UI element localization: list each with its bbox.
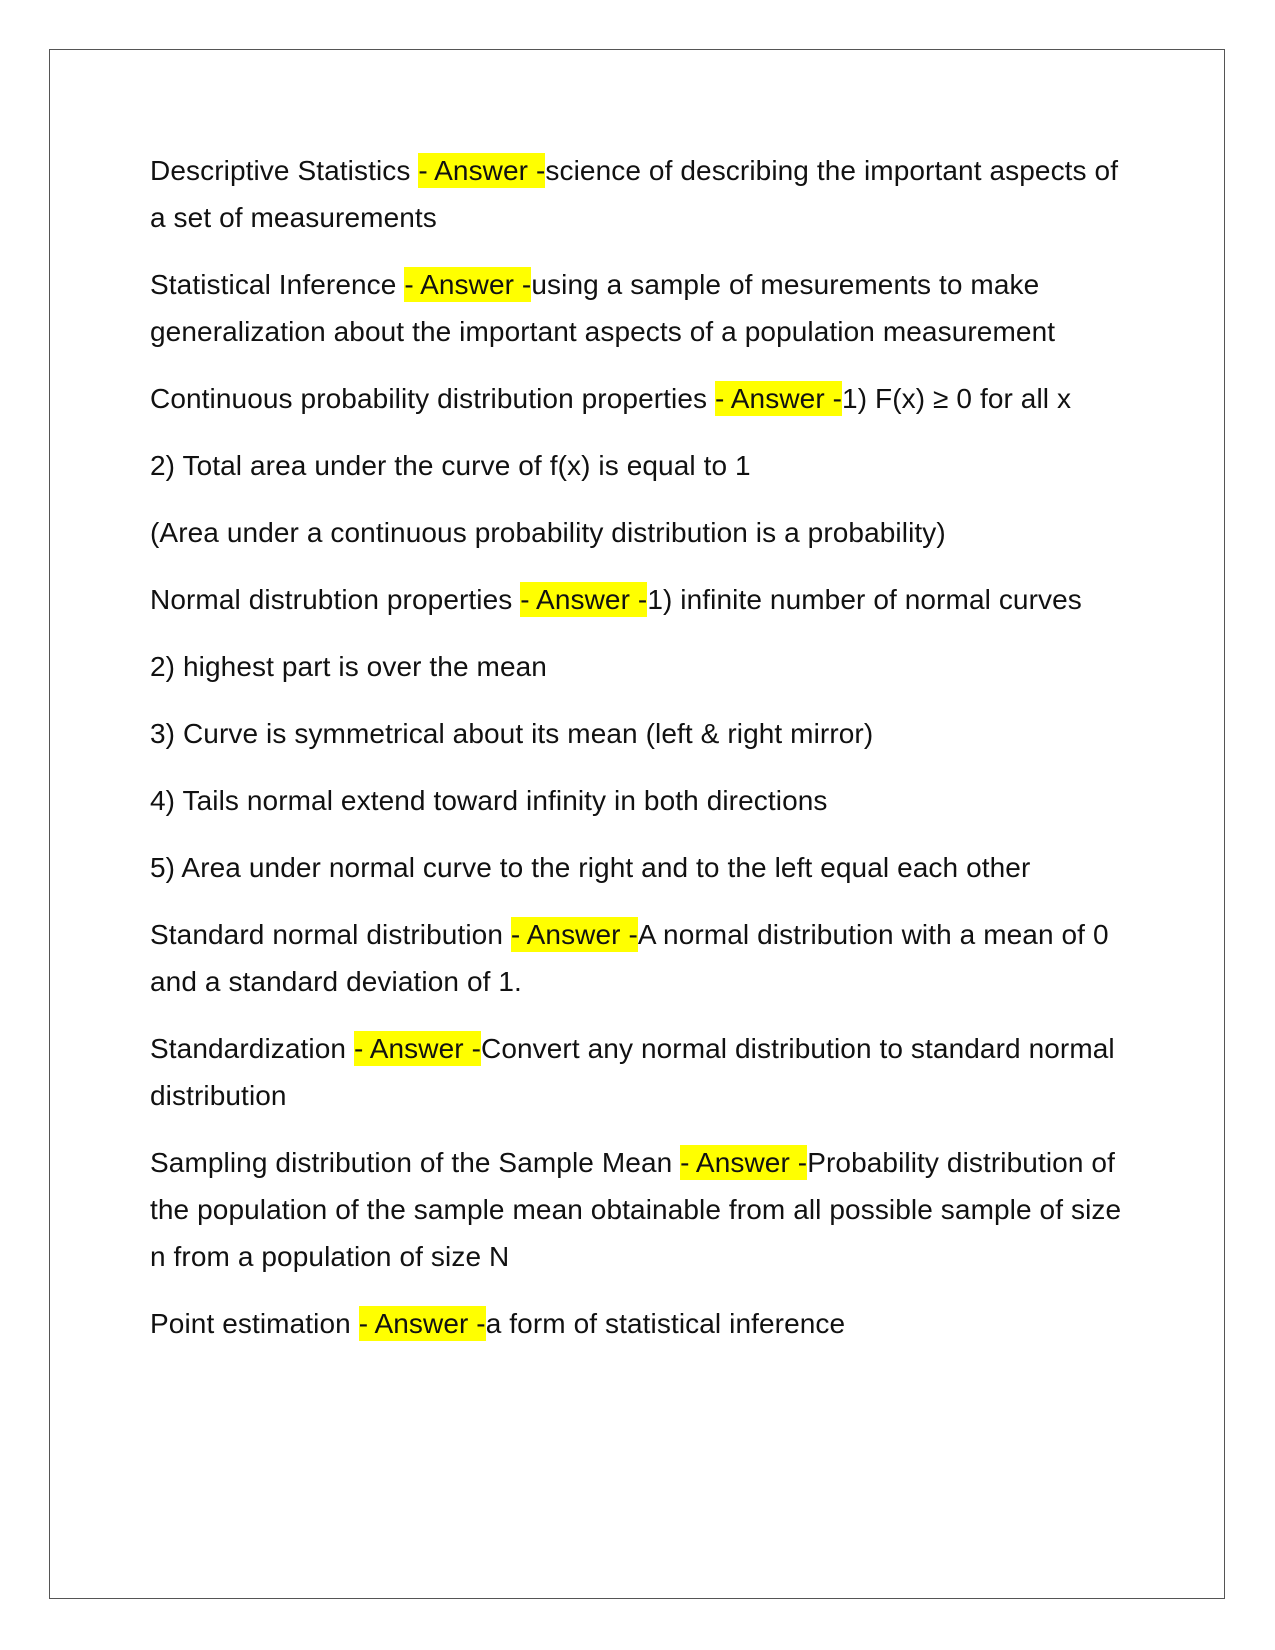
- term: Normal distrubtion properties: [150, 584, 521, 615]
- term: Standard normal distribution: [150, 919, 511, 950]
- paragraph-standard-normal: [150, 911, 1130, 1005]
- paragraph-property-item: [150, 710, 1130, 757]
- definition: Convert any normal distribution to standard normal distribution: [150, 1033, 1115, 1111]
- term: Statistical Inference: [150, 269, 405, 300]
- definition: 1) infinite number of normal curves: [647, 584, 1082, 615]
- paragraph-sampling-distribution: [150, 1139, 1130, 1280]
- paragraph-property-item: [150, 643, 1130, 690]
- answer-marker: - Answer -: [353, 1033, 481, 1064]
- definition: a form of statistical inference: [485, 1308, 846, 1339]
- definition: science of describing the important aspects of a set of measurements: [150, 155, 1119, 233]
- paragraph-standardization: [150, 1025, 1130, 1119]
- paragraph-property-item: [150, 844, 1130, 891]
- document-body: [150, 147, 1130, 1367]
- definition: Probability distribution of the population of the sample mean obtainable from all possible sample of size n from a population of size N: [150, 1147, 1122, 1272]
- answer-marker: - Answer -: [404, 269, 532, 300]
- term: Descriptive Statistics: [150, 155, 419, 186]
- definition: 2) highest part is over the mean: [150, 651, 547, 682]
- answer-marker: - Answer -: [418, 155, 546, 186]
- paragraph-statistical-inference: [150, 261, 1130, 355]
- term: Sampling distribution of the Sample Mean: [150, 1147, 681, 1178]
- paragraph-continuous-probability: [150, 375, 1130, 422]
- term: Point estimation: [150, 1308, 359, 1339]
- paragraph-property-item: [150, 509, 1130, 556]
- definition: 2) Total area under the curve of f(x) is equal to 1: [150, 450, 751, 481]
- paragraph-descriptive-statistics: [150, 147, 1130, 241]
- term: Continuous probability distribution properties: [150, 383, 716, 414]
- definition: 5) Area under normal curve to the right and to the left equal each other: [150, 852, 1031, 883]
- definition: 1) F(x) ≥ 0 for all x: [842, 383, 1072, 414]
- answer-marker: - Answer -: [510, 919, 638, 950]
- paragraph-property-item: [150, 777, 1130, 824]
- definition: A normal distribution with a mean of 0 and a standard deviation of 1.: [150, 919, 1109, 997]
- definition: (Area under a continuous probability distribution is a probability): [150, 517, 946, 548]
- answer-marker: - Answer -: [358, 1308, 486, 1339]
- paragraph-normal-distribution: [150, 576, 1130, 623]
- definition: 4) Tails normal extend toward infinity in both directions: [150, 785, 828, 816]
- answer-marker: - Answer -: [680, 1147, 808, 1178]
- definition: using a sample of mesurements to make generalization about the important aspects of a population measurement: [150, 269, 1056, 347]
- term: Standardization: [150, 1033, 354, 1064]
- paragraph-property-item: [150, 442, 1130, 489]
- paragraph-point-estimation: [150, 1300, 1130, 1347]
- answer-marker: - Answer -: [715, 383, 843, 414]
- answer-marker: - Answer -: [520, 584, 648, 615]
- definition: 3) Curve is symmetrical about its mean (left & right mirror): [150, 718, 874, 749]
